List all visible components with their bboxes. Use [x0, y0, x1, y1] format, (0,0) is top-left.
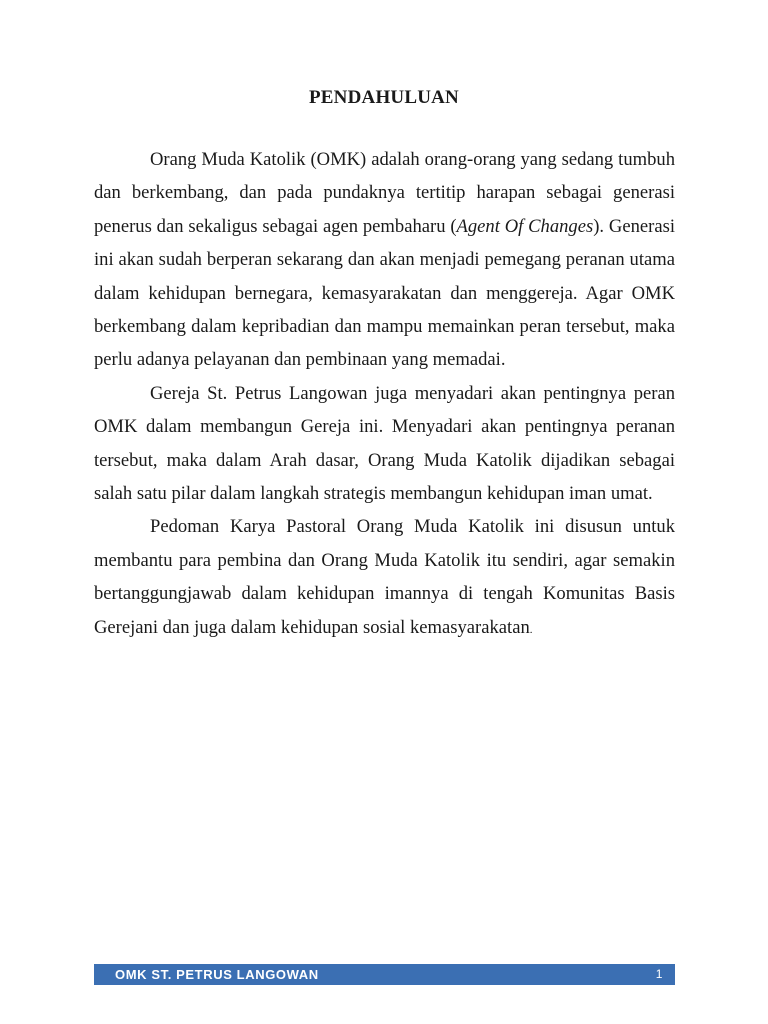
footer-bar — [94, 964, 675, 985]
paragraph-1 — [94, 143, 675, 377]
paragraph-3 — [94, 510, 675, 647]
footer-org-name: OMK ST. PETRUS LANGOWAN — [115, 967, 319, 982]
page-title: PENDAHULUAN — [309, 87, 459, 108]
paragraph-1-text-b: ). Generasi ini akan sudah berperan sekarang dan akan menjadi pemegang peranan utama dalam kehidupan bernegara, kemasyarakatan dan menggereja. Agar OMK berkembang dalam kepribadian dan mampu memainkan peran tersebut, maka perlu adanya pelayanan dan pembinaan yang memadai. — [94, 215, 675, 371]
page-number: 1 — [655, 967, 663, 981]
paragraph-3-text: Pedoman Karya Pastoral Orang Muda Katolik ini disusun untuk membantu para pembina dan Orang Muda Katolik itu sendiri, agar semakin bertanggungjawab dalam kehidupan imannya di tengah Komunitas Basis Gerejani dan juga dalam kehidupan sosial kemasyarakatan — [94, 516, 675, 638]
paragraph-1-text-a: Orang Muda Katolik (OMK) adalah orang-orang yang sedang tumbuh dan berkembang, dan pada pundaknya tertitip harapan sebagai generasi penerus dan sekaligus sebagai agen pembaharu ( — [94, 149, 675, 237]
paragraph-3-period: . — [529, 623, 533, 636]
body-text — [94, 143, 675, 647]
paragraph-2: Gereja St. Petrus Langowan juga menyadari akan pentingnya peran OMK dalam membangun Gereja ini. Menyadari akan pentingnya peranan tersebut, maka dalam Arah dasar, Orang Muda Katolik dijadikan sebagai salah satu pilar dalam langkah strategis membangun kehidupan iman umat. — [94, 382, 675, 505]
paragraph-1-italic-term: Agent Of Changes — [456, 215, 594, 237]
